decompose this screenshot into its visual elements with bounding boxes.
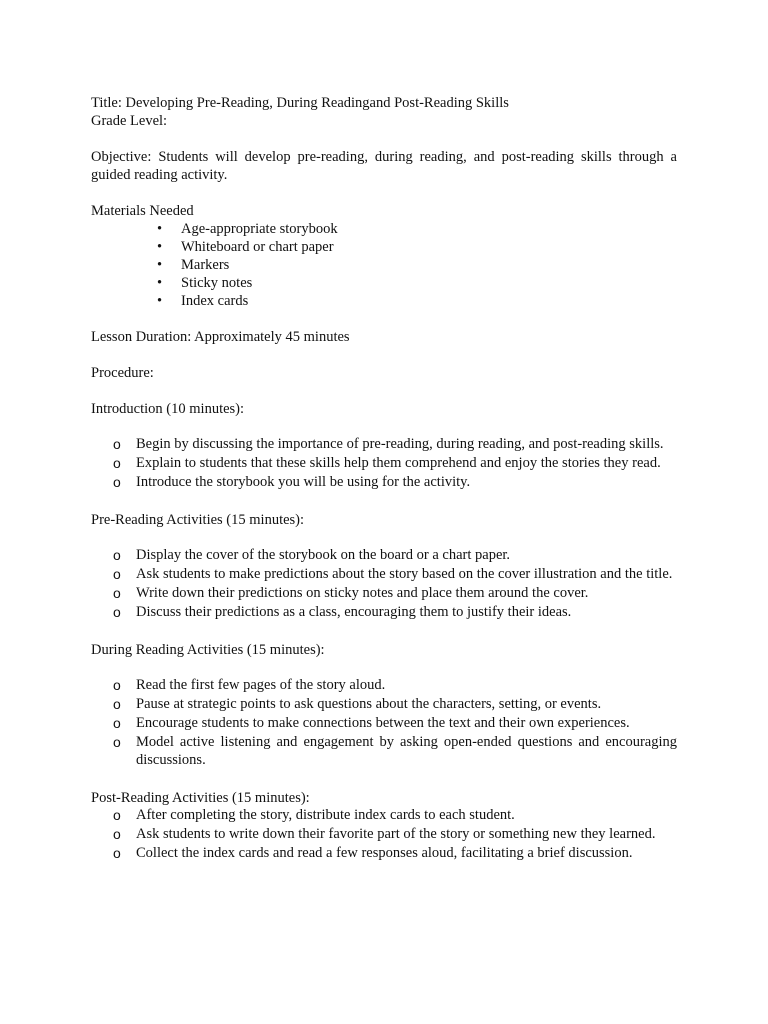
circle-bullet-icon: o [113,566,121,582]
circle-bullet-icon: o [113,825,121,842]
bullet-icon: • [157,293,163,309]
objective-paragraph: Objective: Students will develop pre-reading, during reading, and post-reading skills through a guided reading activity. [91,149,677,183]
list-item: • Index cards [157,293,249,309]
circle-bullet-icon: o [113,455,121,471]
post-reading-heading: Post-Reading Activities (15 minutes): [91,789,310,806]
during-reading-list [91,677,677,769]
list-item: • Sticky notes [157,275,253,291]
procedure-heading: Procedure: [91,365,154,381]
circle-bullet-icon: o [113,604,121,620]
list-item: o Introduce the storybook you will be using for the activity. [113,474,471,490]
list-item: o After completing the story, distribute index cards to each student. [113,806,515,823]
circle-bullet-icon: o [113,474,121,490]
list-item: o Pause at strategic points to ask questions about the characters, setting, or events. [113,696,602,712]
duration-line: Lesson Duration: Approximately 45 minutes [91,329,350,345]
list-item: • Whiteboard or chart paper [157,239,334,255]
list-item: o Explain to students that these skills help them comprehend and enjoy the stories they read. [113,455,661,471]
list-item: o Read the first few pages of the story aloud. [113,677,386,693]
list-item: o Ask students to write down their favorite part of the story or something new they learned. [113,825,656,842]
circle-bullet-icon: o [113,547,121,563]
circle-bullet-icon: o [113,677,121,693]
during-reading-heading: During Reading Activities (15 minutes): [91,642,325,658]
list-item: o Begin by discussing the importance of pre-reading, during reading, and post-reading skills. [113,436,664,452]
circle-bullet-icon: o [113,696,121,712]
materials-heading: Materials Needed [91,203,194,219]
lesson-plan [91,94,677,864]
list-item: • Markers [157,257,230,273]
list-item: o Encourage students to make connections between the text and their own experiences. [113,715,630,731]
list-item: o Model active listening and engagement by asking open-ended questions and encouraging discussions. [113,734,677,768]
bullet-icon: • [157,257,163,273]
title-line: Title: Developing Pre-Reading, During Readingand Post-Reading Skills [91,95,509,111]
circle-bullet-icon: o [113,436,121,452]
grade-level-line: Grade Level: [91,113,168,129]
post-reading-list [91,807,677,863]
pre-reading-heading: Pre-Reading Activities (15 minutes): [91,512,305,528]
bullet-icon: • [157,239,163,255]
introduction-list [91,436,677,492]
list-item: • Age-appropriate storybook [157,221,338,237]
circle-bullet-icon: o [113,715,121,731]
list-item: o Display the cover of the storybook on the board or a chart paper. [113,547,511,563]
list-item: o Write down their predictions on sticky notes and place them around the cover. [113,585,589,601]
materials-list [91,220,677,310]
circle-bullet-icon: o [113,844,121,861]
bullet-icon: • [157,221,163,237]
list-item: o Discuss their predictions as a class, encouraging them to justify their ideas. [113,604,572,620]
circle-bullet-icon: o [113,734,121,750]
list-item: o Collect the index cards and read a few responses aloud, facilitating a brief discussion. [113,844,633,861]
pre-reading-list [91,547,677,622]
introduction-heading: Introduction (10 minutes): [91,401,245,417]
list-item: o Ask students to make predictions about the story based on the cover illustration and the title. [113,566,673,582]
bullet-icon: • [157,275,163,291]
circle-bullet-icon: o [113,585,121,601]
circle-bullet-icon: o [113,806,121,823]
